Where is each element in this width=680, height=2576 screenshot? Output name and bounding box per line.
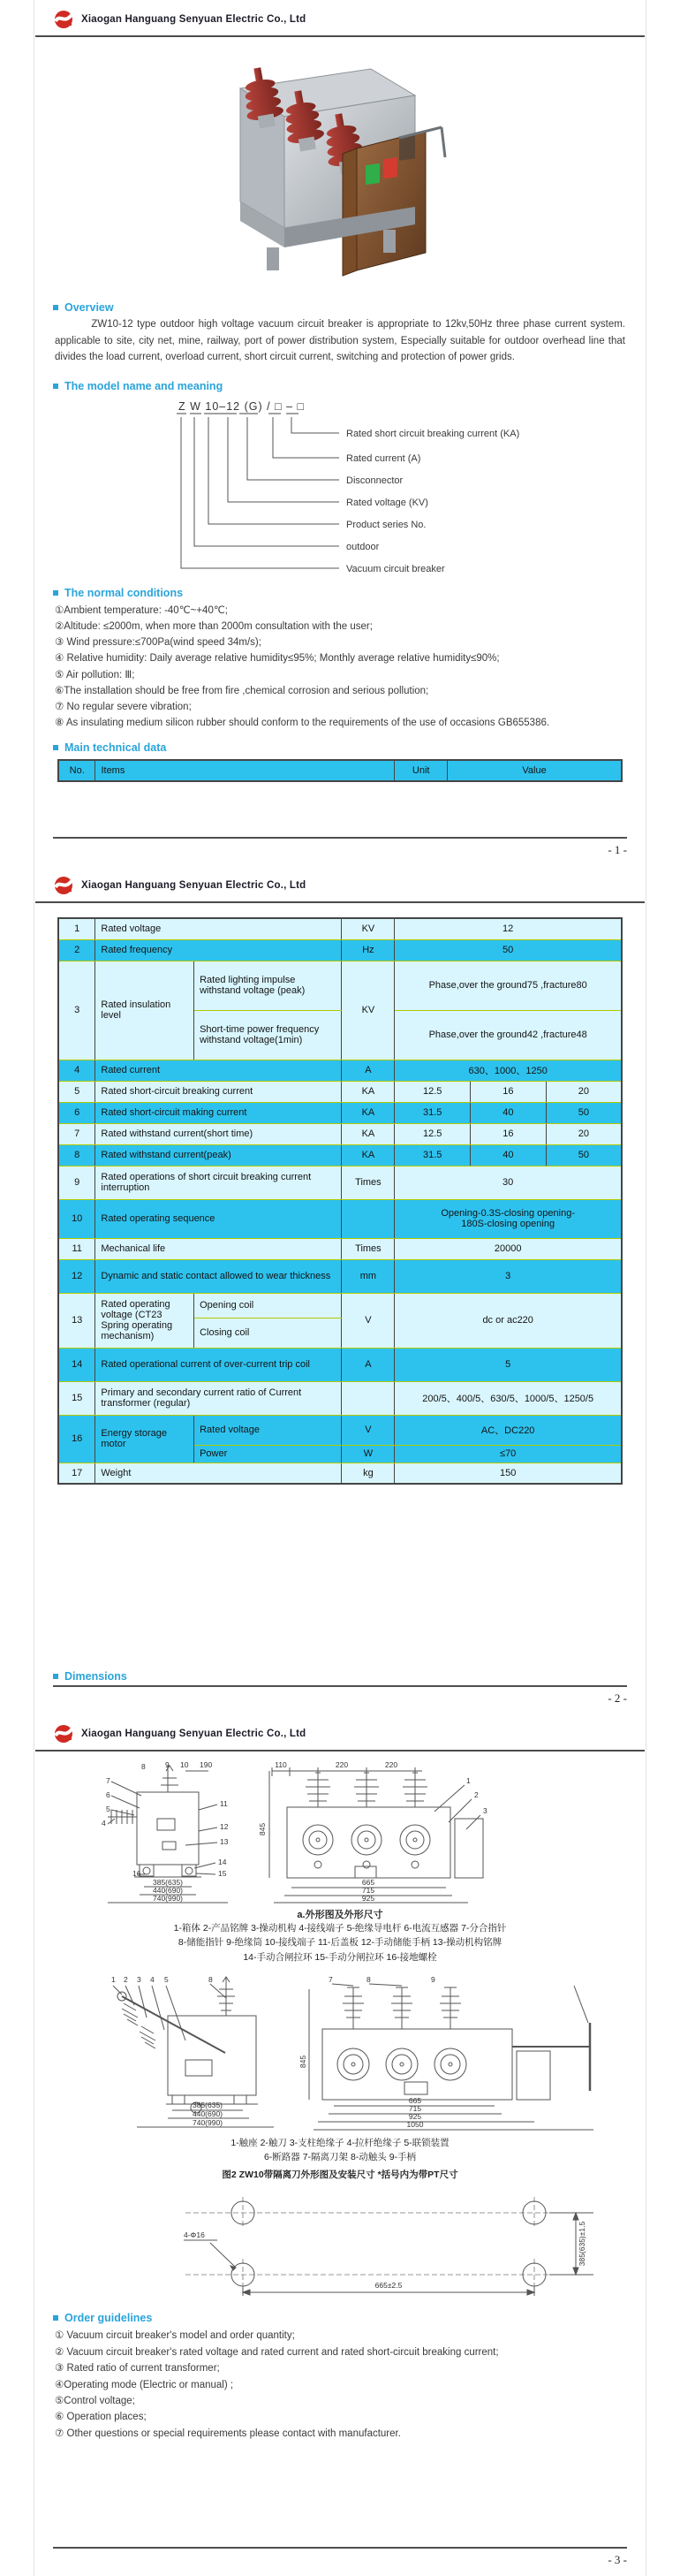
cell-item: Rated operating sequence — [95, 1199, 342, 1238]
cell-subitem: Rated lighting impulse withstand voltage (peak) — [194, 961, 342, 1010]
cell-item: Dynamic and static contact allowed to wear thickness — [95, 1259, 342, 1293]
cell-unit: kg — [342, 1463, 395, 1484]
cell-value: 5 — [395, 1348, 622, 1381]
cell-subitem: Closing coil — [194, 1318, 342, 1348]
figure-a-parts-line: 14-手动合闸拉环 15-手动分闸拉环 16-接地螺栓 — [243, 1951, 437, 1963]
drawing-label: Vacuum circuit breaker — [346, 563, 445, 574]
drawing-label: 385(635)±1.5 — [578, 2222, 586, 2267]
cell-value: Opening-0.3S-closing opening-180S-closing opening — [395, 1199, 622, 1238]
table-row — [58, 1081, 622, 1102]
cell-value: 50 — [546, 1102, 622, 1123]
cell-item: Rated frequency — [95, 939, 342, 961]
bullet-square-icon — [53, 384, 58, 389]
figure-b-caption: 图2 ZW10带隔离刀外形图及安装尺寸 *括号内为带PT尺寸 — [222, 2169, 458, 2181]
cell-unit: KA — [342, 1123, 395, 1144]
cell-value: 150 — [395, 1463, 622, 1484]
cell-value: Phase,over the ground42 ,fracture48 — [395, 1010, 622, 1060]
condition-item: ⑧ As insulating medium silicon rubber should conform to the requirements of the use of occasions GB655386. — [55, 717, 550, 728]
cell-value: 630、1000、1250 — [395, 1060, 622, 1081]
table-row — [58, 1144, 622, 1166]
cell-unit — [342, 1381, 395, 1415]
table-row — [58, 961, 622, 1010]
cell-unit: KA — [342, 1144, 395, 1166]
drawing-label: 6 — [106, 1790, 110, 1799]
product-photo — [134, 42, 645, 301]
bullet-square-icon — [53, 745, 58, 750]
drawing-label: 9 — [431, 1974, 435, 1984]
drawing-label: 13 — [220, 1837, 229, 1846]
cell-value: 3 — [395, 1259, 622, 1293]
drawing-label: 16 — [132, 1869, 141, 1878]
drawing-label: 925 — [361, 1894, 375, 1903]
drawing-label: 385(635) — [152, 1878, 184, 1887]
cell-item: Rated current — [95, 1060, 342, 1081]
drawing-label: 385(635) — [192, 2100, 223, 2109]
section-title: The model name and meaning — [64, 379, 223, 392]
cell-value: ≤70 — [395, 1445, 622, 1463]
model-connector-lines — [181, 417, 339, 568]
drawing-label: 4-Φ16 — [184, 2230, 205, 2240]
table-row — [58, 1123, 622, 1144]
cell-item: Energy storage motor — [95, 1415, 194, 1463]
drawing-label: Rated voltage (KV) — [346, 497, 428, 508]
cell-no: 14 — [58, 1348, 95, 1381]
cell-no: 3 — [58, 961, 95, 1060]
page-number: - 1 - — [608, 843, 627, 856]
drawing-label: 14 — [218, 1858, 227, 1866]
overview-paragraph: ZW10-12 type outdoor high voltage vacuum circuit breaker is appropriate to 12kv,50Hz three phase current system. applicable to site, city net, mine, railway, port of power distribution system, Especially suitable for outdoor overhead line that divides the load current, overload current, short circuit current, switching and protection of power grids. — [55, 319, 625, 363]
cell-no: 5 — [58, 1081, 95, 1102]
table-row — [58, 1060, 622, 1081]
order-item: ⑦ Other questions or special requirements please contact with manufacturer. — [55, 2428, 401, 2439]
drawing-label: 7 — [329, 1974, 333, 1984]
figure-b-parts-line: 1-触座 2-触刀 3-支柱绝缘子 4-拉杆绝缘子 5-联锁装置 — [230, 2137, 450, 2148]
cell-value: 20 — [546, 1123, 622, 1144]
col-value: Value — [448, 760, 622, 781]
cell-subitem: Opening coil — [194, 1293, 342, 1318]
drawing-label: 190 — [200, 1760, 213, 1769]
cell-unit: A — [342, 1348, 395, 1381]
drawing-label: 220 — [384, 1760, 398, 1769]
cell-value: 40 — [471, 1144, 547, 1166]
cell-unit: A — [342, 1060, 395, 1081]
company-logo-icon — [53, 875, 74, 896]
table-row — [58, 1102, 622, 1123]
cell-value: 40 — [471, 1102, 547, 1123]
drawing-label: 845 — [258, 1822, 267, 1836]
cell-value: 16 — [471, 1123, 547, 1144]
drawing-label: 12 — [220, 1822, 229, 1831]
drawing-label: 925 — [408, 2111, 422, 2121]
company-name: Xiaogan Hanguang Senyuan Electric Co., Ltd — [81, 1729, 306, 1739]
cell-value: 20000 — [395, 1238, 622, 1259]
drawing-label: 715 — [361, 1886, 375, 1895]
cell-unit: Times — [342, 1166, 395, 1199]
cell-no: 12 — [58, 1259, 95, 1293]
company-logo-icon — [53, 9, 74, 30]
bullet-square-icon — [53, 2315, 58, 2321]
cell-no: 16 — [58, 1415, 95, 1463]
cell-no: 13 — [58, 1293, 95, 1348]
cell-no: 7 — [58, 1123, 95, 1144]
figure-a-caption: a.外形图及外形尺寸 — [297, 1910, 383, 1920]
cell-unit: KA — [342, 1102, 395, 1123]
cell-no: 17 — [58, 1463, 95, 1484]
drawing-label: 845 — [298, 2055, 307, 2068]
cell-value: 50 — [395, 939, 622, 961]
bullet-square-icon — [53, 1674, 58, 1679]
section-title: Order guidelines — [64, 2312, 153, 2325]
section-title: The normal conditions — [64, 586, 184, 599]
cell-unit — [342, 1199, 395, 1238]
bullet-square-icon — [53, 590, 58, 596]
cell-item: Rated insulation level — [95, 961, 194, 1060]
cell-unit: V — [342, 1293, 395, 1348]
table-row — [58, 1166, 622, 1199]
cell-value: dc or ac220 — [395, 1293, 622, 1348]
technical-data-header-table — [57, 759, 623, 782]
drawing-label: 110 — [275, 1760, 287, 1769]
cell-value: 12.5 — [395, 1081, 471, 1102]
model-labels — [346, 429, 519, 574]
drawing-label: Rated current (A) — [346, 452, 421, 464]
figure-a-parts-line: 8-储能指针 9-绝缘筒 10-接线端子 11-后盖板 12-手动储能手柄 13-操动机构铭牌 — [178, 1937, 502, 1949]
cell-item: Rated operations of short circuit breaking current interruption — [95, 1166, 342, 1199]
drawing-label: outdoor — [346, 541, 380, 552]
page-footer — [53, 2547, 627, 2567]
figure-a-parts-line: 1-箱体 2-产品铭牌 3-操动机构 4-接线端子 5-绝缘导电杆 6-电流互感器 7-分合指针 — [173, 1923, 507, 1934]
cell-subitem: Short-time power frequency withstand voltage(1min) — [194, 1010, 342, 1060]
cell-no: 9 — [58, 1166, 95, 1199]
section-title: Overview — [64, 301, 114, 314]
cell-no: 8 — [58, 1144, 95, 1166]
cell-item: Rated operating voltage (CT23 Spring operating mechanism) — [95, 1293, 194, 1348]
cell-unit: KV — [342, 918, 395, 939]
cell-item: Rated withstand current(peak) — [95, 1144, 342, 1166]
cell-no: 6 — [58, 1102, 95, 1123]
company-header — [35, 1714, 645, 1752]
cell-unit: KA — [342, 1081, 395, 1102]
drawing-label: 740(990) — [152, 1894, 184, 1903]
table-row — [58, 1463, 622, 1484]
page-3 — [35, 1714, 645, 2576]
drawing-label: 8 — [208, 1974, 213, 1984]
drawing-label: 15 — [218, 1869, 227, 1878]
cell-value: 12.5 — [395, 1123, 471, 1144]
mounting-holes-figure — [53, 2188, 627, 2303]
table-header-row — [58, 760, 622, 781]
col-no: No. — [58, 760, 95, 781]
cell-value: AC、DC220 — [395, 1415, 622, 1445]
table-row — [58, 1293, 622, 1318]
cell-unit: Times — [342, 1238, 395, 1259]
section-order-guidelines — [53, 2312, 645, 2324]
cell-item: Rated short-circuit making current — [95, 1102, 342, 1123]
drawing-label: 9 — [165, 1760, 170, 1769]
drawing-label: 1050 — [406, 2119, 424, 2129]
cell-item: Rated short-circuit breaking current — [95, 1081, 342, 1102]
condition-item: ⑥The installation should be free from fire ,chemical corrosion and serious pollution; — [55, 685, 429, 696]
drawing-label: 4 — [150, 1974, 155, 1984]
cell-unit: W — [342, 1445, 395, 1463]
control-cabinet — [343, 127, 445, 276]
condition-item: ①Ambient temperature: -40℃~+40℃; — [55, 604, 228, 616]
table-row — [58, 1348, 622, 1381]
drawing-label: Product series No. — [346, 519, 427, 530]
drawing-label: 220 — [335, 1760, 349, 1769]
section-overview — [53, 301, 645, 314]
drawing-label: 10 — [180, 1760, 189, 1769]
cell-no: 10 — [58, 1199, 95, 1238]
cell-no: 15 — [58, 1381, 95, 1415]
model-code: Z W 10–12 (G) / □ – □ — [178, 399, 306, 413]
section-main-technical-data — [53, 741, 645, 754]
drawing-label: 3 — [137, 1974, 141, 1984]
col-unit: Unit — [395, 760, 448, 781]
drawing-label: 665±2.5 — [374, 2281, 403, 2291]
mounting-holes-labels — [184, 2222, 586, 2291]
drawing-label: 715 — [408, 2103, 422, 2113]
outline-drawing-figure — [53, 1759, 627, 1905]
drawing-label: 11 — [220, 1799, 228, 1808]
drawing-label: 3 — [483, 1806, 487, 1815]
normal-conditions-list — [55, 603, 625, 731]
table-row — [58, 1199, 622, 1238]
drawing-label: 1 — [466, 1776, 471, 1785]
model-meaning-diagram — [55, 396, 629, 580]
drawing-label: 8 — [366, 1974, 371, 1984]
drawing-label: 2 — [124, 1974, 128, 1984]
cell-item: Weight — [95, 1463, 342, 1484]
drawing-label: 5 — [164, 1974, 169, 1984]
cell-no: 1 — [58, 918, 95, 939]
technical-data-table — [57, 917, 623, 1485]
drawing-label: 4 — [102, 1819, 106, 1828]
cell-item: Rated withstand current(short time) — [95, 1123, 342, 1144]
cell-no: 11 — [58, 1238, 95, 1259]
cell-item: Primary and secondary current ratio of Current transformer (regular) — [95, 1381, 342, 1415]
order-item: ⑤Control voltage; — [55, 2395, 135, 2406]
drawing-label: 740(990) — [192, 2117, 223, 2127]
order-guidelines-list — [55, 2328, 625, 2442]
section-normal-conditions — [53, 587, 645, 599]
page-1 — [35, 0, 645, 866]
company-logo-icon — [53, 1723, 74, 1744]
cell-no: 4 — [58, 1060, 95, 1081]
table-row — [58, 1259, 622, 1293]
order-item: ④Operating mode (Electric or manual) ; — [55, 2379, 234, 2390]
drawing-label: 2 — [474, 1790, 479, 1799]
section-dimensions — [53, 1670, 127, 1683]
drawing-label: Disconnector — [346, 475, 404, 486]
cell-value: 31.5 — [395, 1102, 471, 1123]
page-footer — [53, 837, 627, 857]
page-2 — [35, 866, 645, 1714]
drawing-label: 440(690) — [192, 2109, 223, 2118]
section-title: Main technical data — [64, 741, 167, 755]
cell-value: 20 — [546, 1081, 622, 1102]
cell-value: 30 — [395, 1166, 622, 1199]
drawing-label: 665 — [408, 2095, 422, 2105]
cell-no: 2 — [58, 939, 95, 961]
disconnector-drawing-figure — [53, 1972, 627, 2131]
table-row — [58, 939, 622, 961]
cell-unit: KV — [342, 961, 395, 1060]
order-item: ③ Rated ratio of current transformer; — [55, 2363, 220, 2375]
cell-value: Phase,over the ground75 ,fracture80 — [395, 961, 622, 1010]
drawing-label: Rated short circuit breaking current (KA) — [346, 428, 520, 439]
cell-value: 12 — [395, 918, 622, 939]
cell-unit: Hz — [342, 939, 395, 961]
company-header — [35, 866, 645, 903]
cell-item: Rated voltage — [95, 918, 342, 939]
order-item: ② Vacuum circuit breaker's rated voltage and rated current and rated short-circuit breaking current; — [55, 2346, 499, 2358]
cell-value: 16 — [471, 1081, 547, 1102]
section-model-name — [53, 380, 645, 392]
drawing-label: 5 — [106, 1805, 110, 1813]
table-row — [58, 1381, 622, 1415]
drawing-label: 8 — [141, 1762, 146, 1771]
bullet-square-icon — [53, 305, 58, 310]
company-name: Xiaogan Hanguang Senyuan Electric Co., Ltd — [81, 880, 306, 891]
section-title: Dimensions — [64, 1670, 127, 1683]
cell-value: 50 — [546, 1144, 622, 1166]
cell-item: Mechanical life — [95, 1238, 342, 1259]
condition-item: ④ Relative humidity: Daily average relative humidity≤95%; Monthly average relative humidity≤90%; — [55, 653, 500, 665]
condition-item: ③ Wind pressure:≤700Pa(wind speed 34m/s); — [55, 637, 261, 649]
order-item: ① Vacuum circuit breaker's model and order quantity; — [55, 2330, 295, 2342]
cell-subitem: Rated voltage — [194, 1415, 342, 1445]
cell-subitem: Power — [194, 1445, 342, 1463]
condition-item: ⑤ Air pollution: Ⅲ; — [55, 669, 135, 680]
drawing-label: 7 — [106, 1776, 110, 1785]
order-item: ⑥ Operation places; — [55, 2412, 147, 2423]
company-name: Xiaogan Hanguang Senyuan Electric Co., Ltd — [81, 14, 306, 25]
drawing-label: 665 — [361, 1878, 375, 1887]
cell-value: 31.5 — [395, 1144, 471, 1166]
page-number: - 2 - — [608, 1691, 627, 1705]
figure-a-labels — [102, 1760, 487, 1903]
company-header — [35, 0, 645, 37]
page-number: - 3 - — [608, 2553, 627, 2566]
cell-unit: V — [342, 1415, 395, 1445]
cell-unit: mm — [342, 1259, 395, 1293]
drawing-label: 440(690) — [152, 1886, 184, 1895]
drawing-label: 1 — [111, 1974, 116, 1984]
table-row — [58, 1238, 622, 1259]
page-footer — [53, 1685, 627, 1706]
col-items: Items — [95, 760, 395, 781]
condition-item: ②Altitude: ≤2000m, when more than 2000m consultation with the user; — [55, 621, 373, 633]
condition-item: ⑦ No regular severe vibration; — [55, 701, 192, 712]
cell-item: Rated operational current of over-current trip coil — [95, 1348, 342, 1381]
table-row — [58, 918, 622, 939]
cell-value: 200/5、400/5、630/5、1000/5、1250/5 — [395, 1381, 622, 1415]
figure-b-parts-line: 6-断路器 7-隔离刀架 8-动触头 9-手柄 — [263, 2152, 417, 2163]
table-row — [58, 1415, 622, 1445]
